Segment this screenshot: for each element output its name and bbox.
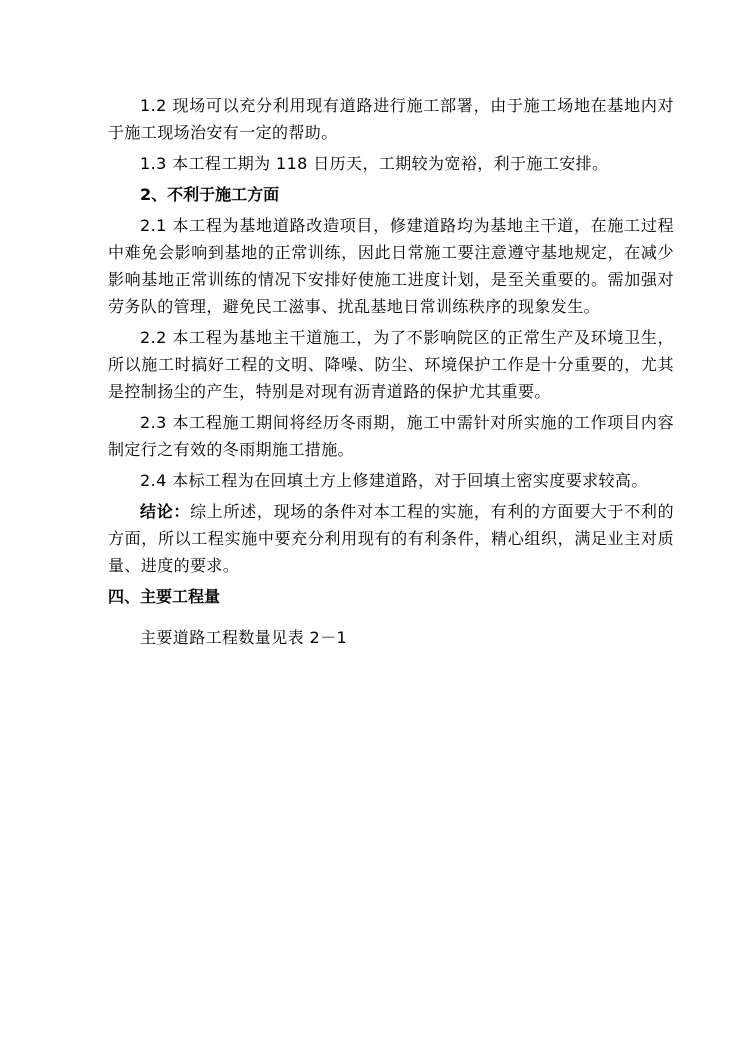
heading-unfavorable: 2、不利于施工方面: [140, 185, 280, 204]
paragraph-2-1: 2.1 本工程为基地道路改造项目，修建道路均为基地主干道，在施工过程中难免会影响到基地的正常训练，因此日常施工要注意遵守基地规定，在减少影响基地正常训练的情况下安排好使施工进度计划，是至关重要的。需加强对劳务队的管理，避免民工滋事、扰乱基地日常训练秩序的现象发生。: [108, 216, 674, 316]
paragraph-2-2: 2.2 本工程为基地主干道施工，为了不影响院区的正常生产及环境卫生，所以施工时搞好工程的文明、降噪、防尘、环境保护工作是十分重要的，尤其是控制扬尘的产生，特别是对现有沥青道路的保护尤其重要。: [108, 328, 674, 401]
conclusion-text: 综上所述，现场的条件对本工程的实施，有利的方面要大于不利的方面，所以工程实施中要充分利用现有的有利条件，精心组织，满足业主对质量、进度的要求。: [108, 502, 674, 575]
paragraph-conclusion: [108, 498, 674, 579]
paragraph-2-4: 2.4 本标工程为在回填土方上修建道路，对于回填土密实度要求较高。: [140, 471, 648, 490]
paragraph-1-3: 1.3 本工程工期为 118 日历天，工期较为宽裕，利于施工安排。: [140, 154, 609, 173]
paragraph-2-3: 2.3 本工程施工期间将经历冬雨期，施工中需针对所实施的工作项目内容制定行之有效的冬雨期施工措施。: [108, 413, 674, 459]
paragraph-table-ref: 主要道路工程数量见表 2－1: [140, 628, 348, 647]
document-page: [108, 92, 674, 655]
heading-main-quantities: 四、主要工程量: [108, 587, 221, 606]
paragraph-1-2: 1.2 现场可以充分利用现有道路进行施工部署，由于施工场地在基地内对于施工现场治安有一定的帮助。: [108, 96, 674, 142]
conclusion-label: 结论：: [140, 502, 191, 521]
